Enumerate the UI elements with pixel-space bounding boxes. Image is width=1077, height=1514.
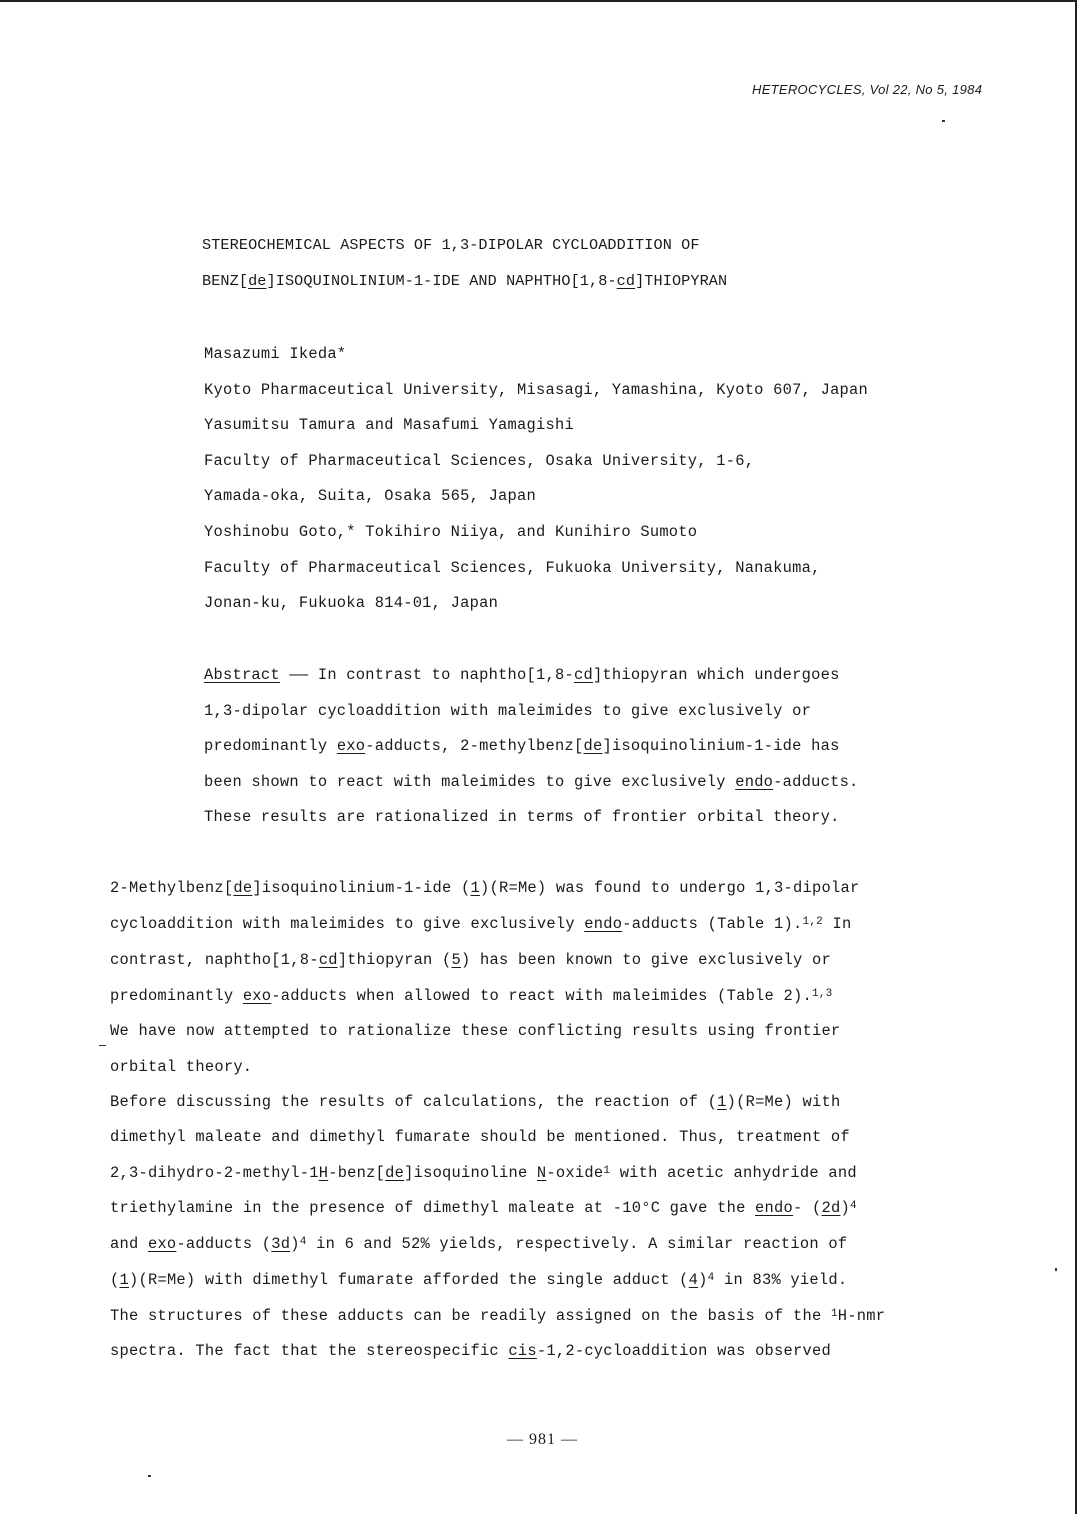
body-line: (1)(R=Me) with dimethyl fumarate afforded the single adduct $(4)^4$ in 83% yield.	[110, 1271, 848, 1289]
scan-speck	[148, 1475, 151, 1477]
title-line-1: STEREOCHEMICAL ASPECTS OF 1,3-DIPOLAR CYCLOADDITION OF	[202, 236, 700, 254]
page-top-border	[0, 0, 1077, 2]
citation: 1,2	[802, 916, 824, 928]
scan-speck	[1055, 1268, 1057, 1271]
body-line: triethylamine in the presence of dimethyl maleate at -10°C gave the endo- $(2d)^4$	[110, 1199, 857, 1217]
affiliation-line: Faculty of Pharmaceutical Sciences, Fukuoka University, Nanakuma,	[204, 559, 821, 577]
affiliation-line: Yamada-oka, Suita, Osaka 565, Japan	[204, 487, 537, 505]
body-line: 2,3-dihydro-2-methyl-1H-benz[de]isoquinoline N-oxide$^1$ with acetic anhydride and	[110, 1164, 857, 1182]
body-line: 2-Methylbenz[de]isoquinolinium-1-ide (1)(R=Me) was found to undergo 1,3-dipolar	[110, 879, 860, 897]
affiliation-line: Faculty of Pharmaceutical Sciences, Osaka University, 1-6,	[204, 452, 755, 470]
affiliation-line: Jonan-ku, Fukuoka 814-01, Japan	[204, 594, 499, 612]
body-line: Before discussing the results of calculations, the reaction of (1)(R=Me) with	[110, 1093, 841, 1111]
abstract-line: 1,3-dipolar cycloaddition with maleimides to give exclusively or	[204, 702, 812, 720]
citation: 4	[299, 1236, 307, 1248]
body-line: dimethyl maleate and dimethyl fumarate should be mentioned. Thus, treatment of	[110, 1128, 850, 1146]
abstract-line: been shown to react with maleimides to give exclusively endo-adducts.	[204, 773, 859, 791]
scan-speck	[942, 120, 945, 122]
body-line: spectra. The fact that the stereospecific cis-1,2-cycloaddition was observed	[110, 1342, 831, 1360]
abstract-label: Abstract	[204, 666, 280, 684]
body-line: and exo-adducts $(3d)^4$ in 6 and 52% yields, respectively. A similar reaction of	[110, 1235, 848, 1253]
abstract-line: These results are rationalized in terms of frontier orbital theory.	[204, 808, 840, 826]
body-line: predominantly exo-adducts when allowed to react with maleimides (Table 2).$^{1,3}$	[110, 987, 833, 1005]
title-line-2: BENZ[de]ISOQUINOLINIUM-1-IDE AND NAPHTHO[1,8-cd]THIOPYRAN	[202, 272, 728, 290]
page-number: — 981 —	[507, 1431, 578, 1448]
affiliation-line: Kyoto Pharmaceutical University, Misasagi, Yamashina, Kyoto 607, Japan	[204, 381, 869, 399]
margin-mark	[99, 1045, 106, 1046]
abstract-line: predominantly exo-adducts, 2-methylbenz[de]isoquinolinium-1-ide has	[204, 737, 840, 755]
body-line: The structures of these adducts can be readily assigned on the basis of the $^1$H-nmr	[110, 1307, 886, 1325]
author-line: Yoshinobu Goto,* Tokihiro Niiya, and Kunihiro Sumoto	[204, 523, 698, 541]
abstract-line: Abstract —— In contrast to naphtho[1,8-cd]thiopyran which undergoes	[204, 666, 840, 684]
superscript: 1	[830, 1308, 838, 1320]
citation: 1,3	[811, 988, 833, 1000]
body-line: We have now attempted to rationalize these conflicting results using frontier	[110, 1022, 841, 1040]
citation: 1	[603, 1165, 611, 1177]
citation: 4	[849, 1200, 857, 1212]
journal-header: HETEROCYCLES, Vol 22, No 5, 1984	[752, 82, 983, 97]
body-line: cycloaddition with maleimides to give exclusively endo-adducts (Table 1).$^{1,2}$ In	[110, 915, 852, 933]
author-line: Masazumi Ikeda*	[204, 345, 347, 363]
body-line: orbital theory.	[110, 1058, 253, 1076]
author-line: Yasumitsu Tamura and Masafumi Yamagishi	[204, 416, 574, 434]
citation: 4	[707, 1272, 715, 1284]
body-line: contrast, naphtho[1,8-cd]thiopyran (5) has been known to give exclusively or	[110, 951, 831, 969]
